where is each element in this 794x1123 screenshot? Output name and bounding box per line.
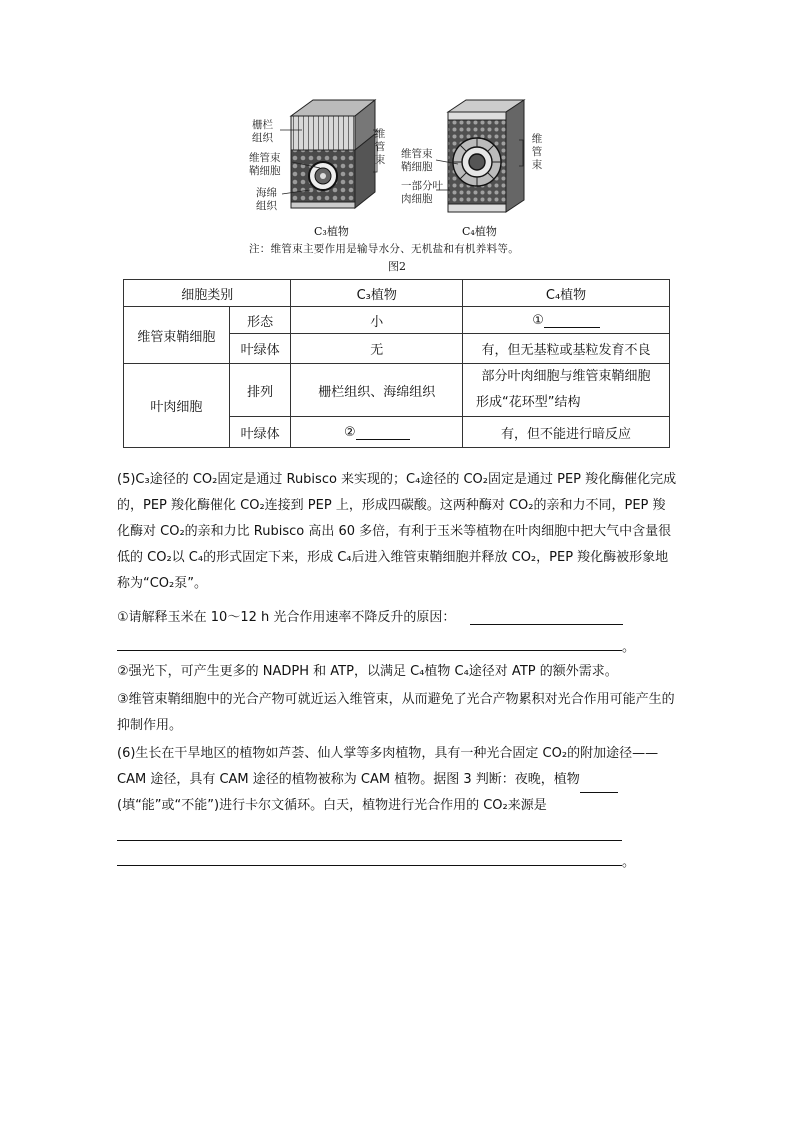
period-2: 。 — [622, 855, 636, 870]
question-5-2: ②强光下，可产生更多的 NADPH 和 ATP，以满足 C₄植物 C₄途径对 ATP 的额外需求。 — [117, 664, 618, 679]
row-bundle-sheath: 维管束鞘细胞 — [124, 307, 230, 364]
c3-label-bundle-sheath: 维管束 鞘细胞 — [249, 152, 281, 177]
header-cell-type: 细胞类别 — [124, 280, 291, 307]
bs-shape-c3: 小 — [291, 307, 463, 334]
attr-chloroplast: 叶绿体 — [229, 334, 291, 364]
c3-label-spongy: 海绵 组织 — [256, 187, 277, 212]
question-5-3: ③维管束鞘细胞中的光合产物可就近运入维管束，从而避免了光合产物累积对光合作用可能产生的抑制作用。 — [117, 692, 675, 733]
ms-arr-c3: 栅栏组织、海绵组织 — [291, 364, 463, 417]
answer-blank-1[interactable] — [544, 327, 600, 328]
figure-number: 图2 — [388, 260, 406, 273]
question-5-1: ①请解释玉米在 10～12 h 光合作用速率不降反升的原因： — [117, 610, 456, 625]
answer-blank-6-1[interactable] — [580, 777, 618, 793]
c3-caption: C₃植物 — [314, 225, 349, 238]
answer-line-5-1a[interactable] — [470, 624, 623, 625]
ms-chl-c3: ② — [291, 417, 463, 448]
ms-arr-c4: 部分叶肉细胞与维管束鞘细胞 形成“花环型”结构 — [463, 364, 670, 417]
c4-label-bundle-sheath: 维管束 鞘细胞 — [401, 148, 433, 173]
answer-line-6-a[interactable] — [117, 840, 622, 841]
c4-caption: C₄植物 — [462, 225, 497, 238]
c4-label-vascular: 维 管 束 — [531, 133, 543, 171]
attr-chloroplast-2: 叶绿体 — [229, 417, 291, 448]
cell-comparison-table — [123, 279, 670, 448]
figure-note: 注：维管束主要作用是输导水分、无机盐和有机养料等。 — [249, 243, 519, 255]
attr-shape: 形态 — [229, 307, 291, 334]
answer-line-5-1b[interactable] — [117, 650, 622, 651]
c3-label-vascular: 维 管 束 — [374, 128, 386, 166]
header-c3: C₃植物 — [291, 280, 463, 307]
attr-arrangement: 排列 — [229, 364, 291, 417]
bs-shape-c4: ① — [463, 307, 670, 334]
header-c4: C₄植物 — [463, 280, 670, 307]
period-1: 。 — [622, 640, 636, 655]
bs-chl-c3: 无 — [291, 334, 463, 364]
answer-line-6-b[interactable] — [117, 865, 622, 866]
question-6: (6)生长在干旱地区的植物如芦荟、仙人掌等多肉植物，具有一种光合固定 CO₂的附加途径——CAM 途径，具有 CAM 途径的植物被称为 CAM 植物。据图 3 判断：夜晚，植物(填“能”或“不能”)进行卡尔文循环。白天，植物进行光合作用的 CO₂来源是 — [117, 746, 659, 813]
answer-blank-2[interactable] — [356, 439, 410, 440]
question-5-text: (5)C₃途径的 CO₂固定是通过 Rubisco 来实现的；C₄途径的 CO₂固定是通过 PEP 羧化酶催化完成的，PEP 羧化酶催化 CO₂连接到 PEP 上，形成四碳酸。这两种酶对 CO₂的亲和力不同，PEP 羧化酶对 CO₂的亲和力比 Rubisco 高出 60 多倍，有利于玉米等植物在叶肉细胞中把大气中含量很低的 CO₂以 C₄的形式固定下来，形成 C₄后进入维管束鞘细胞并释放 CO₂，PEP 羧化酶被形象地称为“CO₂泵”。 — [117, 472, 677, 591]
ms-chl-c4: 有，但不能进行暗反应 — [463, 417, 670, 448]
row-mesophyll: 叶肉细胞 — [124, 364, 230, 448]
bs-chl-c4: 有，但无基粒或基粒发育不良 — [463, 334, 670, 364]
c3-label-palisade: 栅栏 组织 — [252, 119, 273, 144]
c4-label-mesophyll: 一部分叶 肉细胞 — [401, 180, 443, 205]
